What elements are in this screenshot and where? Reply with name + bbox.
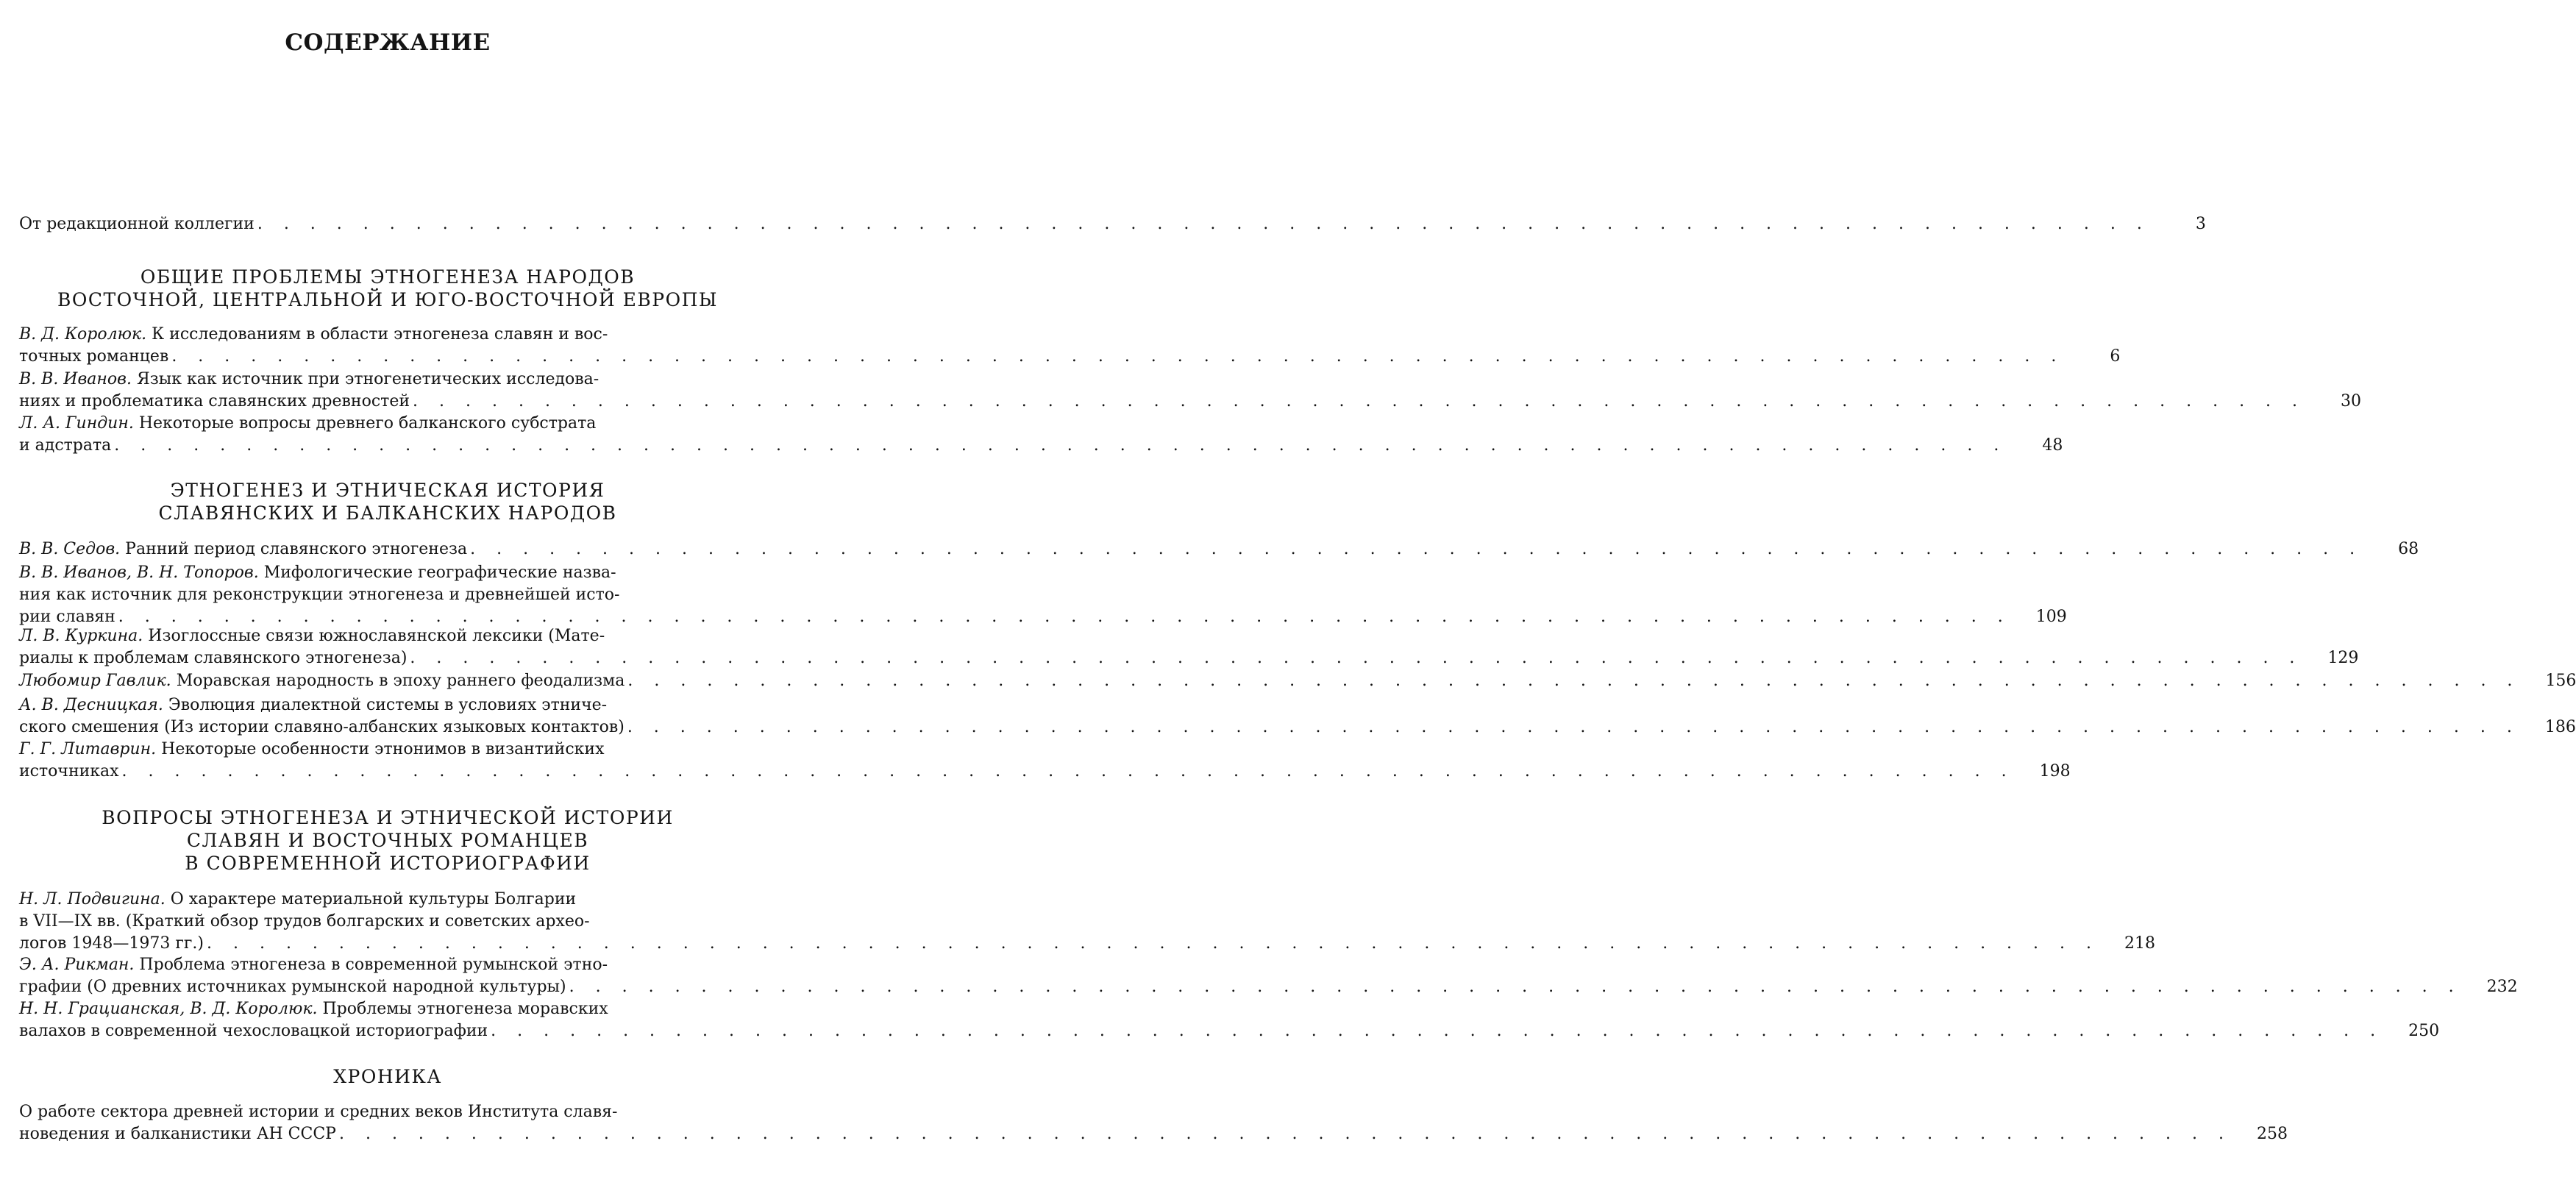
entry-text: ния как источник для реконструкции этногенеза и древнейшей исто- xyxy=(19,586,620,604)
entry-text: графии (О древних источниках румынской народной культуры) xyxy=(19,978,566,996)
dot-leader: . . . . . . . . . . . . . . . . . . . . . . . . . . . . . . . . . . . . . . . . . . . . . . . . . . . . . . . . . . . . . . . . . . . . . . . . xyxy=(413,392,2306,410)
entry-author: В. В. Иванов, В. Н. Топоров. xyxy=(19,563,259,582)
toc-entry[interactable] xyxy=(19,694,2576,739)
entry-author: Э. А. Рикман. xyxy=(19,956,135,974)
entry-text: Изоглоссные связи южнославянской лексики (Мате- xyxy=(148,627,605,645)
page-number: 30 xyxy=(2341,392,2362,410)
entry-text: Эволюция диалектной системы в условиях этниче- xyxy=(168,696,608,714)
dot-leader: . . . . . . . . . . . . . . . . . . . . . . . . . . . . . . . . . . . . . . . . . . . . . . . . . . . . . . . . . . . . . . . . . . . . . . . . xyxy=(121,762,2015,780)
page-number: 129 xyxy=(2327,649,2359,667)
toc-entry[interactable] xyxy=(19,670,2576,692)
entry-text: логов 1948—1973 гг.) xyxy=(19,934,204,953)
page-number: 109 xyxy=(2035,608,2067,626)
dot-leader: . . . . . . . . . . . . . . . . . . . . . . . . . . . . . . . . . . . . . . . . . . . . . . . . . . . . . . . . . . . . . . . . . . . . . . . . xyxy=(627,672,2521,690)
entry-text: рии славян xyxy=(19,608,115,626)
entry-author: Г. Г. Литаврин. xyxy=(19,740,157,758)
entry-author: Л. В. Куркина. xyxy=(19,627,143,645)
entry-text: Проблемы этногенеза моравских xyxy=(322,1000,608,1018)
page-number: 258 xyxy=(2257,1125,2288,1143)
toc-entry[interactable] xyxy=(19,369,2362,413)
entry-text: Проблема этногенеза в современной румынской этно- xyxy=(139,956,608,974)
dot-leader: . . . . . . . . . . . . . . . . . . . . . . . . . . . . . . . . . . . . . . . . . . . . . . . . . . . . . . . . . . . . . . . . . . . . . . . . xyxy=(627,718,2520,736)
toc-entry[interactable] xyxy=(19,413,2063,457)
page-number: 218 xyxy=(2124,934,2156,953)
page-number: 232 xyxy=(2486,978,2518,996)
page-number: 3 xyxy=(2195,215,2206,233)
dot-leader: . . . . . . . . . . . . . . . . . . . . . . . . . . . . . . . . . . . . . . . . . . . . . . . . . . . . . . . . . . . . . . . . . . . . . . . . xyxy=(118,608,2011,626)
entry-text: Мифологические географические назва- xyxy=(263,563,616,582)
toc-entry[interactable] xyxy=(19,562,2067,628)
toc-entry[interactable] xyxy=(19,954,2518,998)
toc-entry[interactable] xyxy=(19,538,2419,561)
entry-text: Некоторые вопросы древнего балканского субстрата xyxy=(138,414,597,433)
entry-text: От редакционной коллегии xyxy=(19,215,255,233)
page-number: 68 xyxy=(2398,540,2419,558)
entry-text: О работе сектора древней истории и средних веков Института славя- xyxy=(19,1103,618,1121)
entry-text: источниках xyxy=(19,762,119,780)
dot-leader: . . . . . . . . . . . . . . . . . . . . . . . . . . . . . . . . . . . . . . . . . . . . . . . . . . . . . . . . . . . . . . . . . . . . . . . . xyxy=(114,436,2007,455)
dot-leader: . . . . . . . . . . . . . . . . . . . . . . . . . . . . . . . . . . . . . . . . . . . . . . . . . . . . . . . . . . . . . . . . . . . . . . . . xyxy=(410,649,2303,667)
entry-text: Ранний период славянского этногенеза xyxy=(125,540,468,558)
page-title: СОДЕРЖАНИЕ xyxy=(285,29,491,56)
toc-entry[interactable] xyxy=(19,739,2071,783)
entry-author: А. В. Десницкая. xyxy=(19,696,163,714)
dot-leader: . . . . . . . . . . . . . . . . . . . . . . . . . . . . . . . . . . . . . . . . . . . . . . . . . . . . . . . . . . . . . . . . . . . . . . . . xyxy=(171,347,2065,366)
entry-author: Любомир Гавлик. xyxy=(19,672,171,690)
entry-text: риалы к проблемам славянского этногенеза) xyxy=(19,649,408,667)
entry-author: В. В. Седов. xyxy=(19,540,121,558)
page-number: 48 xyxy=(2042,436,2063,455)
toc-entry[interactable] xyxy=(19,625,2359,669)
page-number: 250 xyxy=(2408,1022,2440,1040)
entry-text: Язык как источник при этногенетических исследова- xyxy=(136,370,599,388)
entry-text: Некоторые особенности этнонимов в византийских xyxy=(161,740,605,758)
dot-leader: . . . . . . . . . . . . . . . . . . . . . . . . . . . . . . . . . . . . . . . . . . . . . . . . . . . . . . . . . . . . . . . . . . . . . . . . xyxy=(338,1125,2232,1143)
entry-author: В. Д. Королюк. xyxy=(19,325,147,344)
dot-leader: . . . . . . . . . . . . . . . . . . . . . . . . . . . . . . . . . . . . . . . . . . . . . . . . . . . . . . . . . . . . . . . . . . . . . . . . xyxy=(206,934,2100,953)
entry-text: ского смешения (Из истории славяно-албанских языковых контактов) xyxy=(19,718,625,736)
dot-leader: . . . . . . . . . . . . . . . . . . . . . . . . . . . . . . . . . . . . . . . . . . . . . . . . . . . . . . . . . . . . . . . . . . . . . . . . xyxy=(257,215,2150,233)
entry-text: ниях и проблематика славянских древностей xyxy=(19,392,410,410)
entry-text: валахов в современной чехословацкой историографии xyxy=(19,1022,488,1040)
entry-author: В. В. Иванов. xyxy=(19,370,132,388)
dot-leader: . . . . . . . . . . . . . . . . . . . . . . . . . . . . . . . . . . . . . . . . . . . . . . . . . . . . . . . . . . . . . . . . . . . . . . . . xyxy=(569,978,2462,996)
section-heading-1: ОБЩИЕ ПРОБЛЕМЫ ЭТНОГЕНЕЗА НАРОДОВ ВОСТОЧНОЙ, ЦЕНТРАЛЬНОЙ И ЮГО-ВОСТОЧНОЙ ЕВРОПЫ xyxy=(57,266,718,310)
section-heading-3: ВОПРОСЫ ЭТНОГЕНЕЗА И ЭТНИЧЕСКОЙ ИСТОРИИ СЛАВЯН И ВОСТОЧНЫХ РОМАНЦЕВ В СОВРЕМЕННОЙ ИСТОРИОГРАФИИ xyxy=(102,807,674,874)
toc-entry-preface[interactable] xyxy=(19,213,2206,235)
section-heading-2: ЭТНОГЕНЕЗ И ЭТНИЧЕСКАЯ ИСТОРИЯ СЛАВЯНСКИХ И БАЛКАНСКИХ НАРОДОВ xyxy=(158,480,617,524)
dot-leader: . . . . . . . . . . . . . . . . . . . . . . . . . . . . . . . . . . . . . . . . . . . . . . . . . . . . . . . . . . . . . . . . . . . . . . . . xyxy=(491,1022,2384,1040)
entry-text: новедения и балканистики АН СССР xyxy=(19,1125,336,1143)
toc-entry[interactable] xyxy=(19,998,2440,1042)
entry-author: Л. А. Гиндин. xyxy=(19,414,134,433)
toc-entry[interactable] xyxy=(19,324,2121,368)
entry-text: в VII—IX вв. (Краткий обзор трудов болгарских и советских архео- xyxy=(19,912,590,931)
contents-page xyxy=(19,0,2576,1177)
entry-author: Н. Н. Грацианская, В. Д. Королюк. xyxy=(19,1000,318,1018)
entry-text: Моравская народность в эпоху раннего феодализма xyxy=(176,672,625,690)
dot-leader: . . . . . . . . . . . . . . . . . . . . . . . . . . . . . . . . . . . . . . . . . . . . . . . . . . . . . . . . . . . . . . . . . . . . . . . . xyxy=(470,540,2363,558)
toc-entry[interactable] xyxy=(19,889,2156,955)
entry-text: О характере материальной культуры Болгарии xyxy=(170,890,577,908)
page-number: 198 xyxy=(2039,762,2071,780)
entry-author: Н. Л. Подвигина. xyxy=(19,890,166,908)
section-heading-4: ХРОНИКА xyxy=(333,1066,442,1087)
entry-text: и адстрата xyxy=(19,436,112,455)
toc-entry[interactable] xyxy=(19,1101,2288,1145)
entry-text: К исследованиям в области этногенеза славян и вос- xyxy=(152,325,608,344)
page-number: 6 xyxy=(2110,347,2121,366)
page-number: 156 xyxy=(2545,672,2576,690)
entry-text: точных романцев xyxy=(19,347,169,366)
page-number: 186 xyxy=(2544,718,2576,736)
